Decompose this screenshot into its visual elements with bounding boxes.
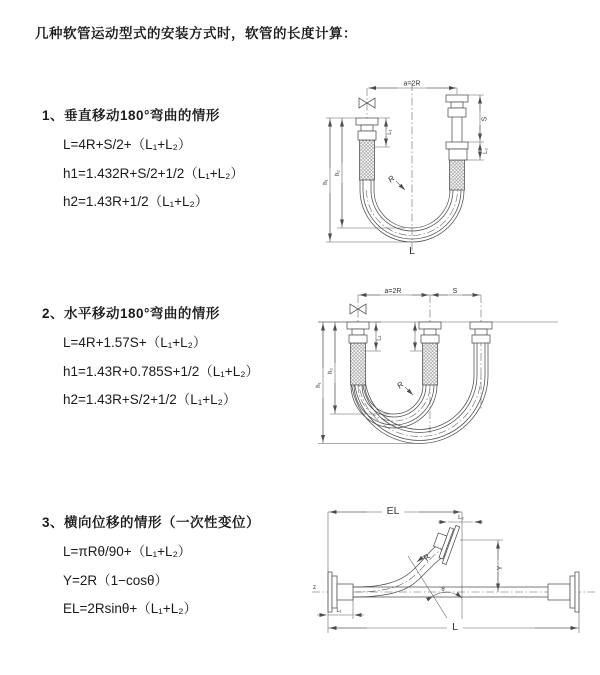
- dim-label-h2: h₂: [335, 170, 341, 176]
- flange-fitting: [429, 521, 460, 565]
- radius-label: R: [421, 552, 433, 563]
- dim-label-l1: L₁: [336, 608, 342, 614]
- braided-hose-section: [351, 343, 366, 385]
- section-2-formulas: [42, 329, 259, 415]
- dim-label-l2: L₂: [483, 148, 489, 154]
- flange-fitting: [446, 95, 468, 160]
- diagram-lateral-displacement: [305, 500, 600, 650]
- diagram-horizontal-bend: [300, 283, 595, 461]
- dim-label-s: S: [481, 116, 489, 122]
- formula-line: EL=2Rsinθ+（L₁+L₂）: [63, 601, 197, 616]
- formula-line: Y=2R（1−cosθ）: [63, 572, 169, 588]
- section-horizontal-bend: [42, 302, 259, 415]
- section-2-heading: 2、水平移动180°弯曲的情形: [42, 306, 220, 321]
- flange-fitting: [328, 572, 353, 612]
- length-label: L: [409, 245, 415, 257]
- dim-label-s: S: [452, 288, 458, 295]
- section-1-formulas: [42, 131, 244, 217]
- braided-hose-section: [360, 140, 375, 180]
- formula-line: h2=1.43R+S/2+1/2（L₁+L₂）: [63, 392, 237, 407]
- section-3-heading: 3、横向位移的情形（一次性变位）: [42, 515, 261, 530]
- dim-label-y: Y: [497, 565, 504, 571]
- formula-line: L=πRθ/90+（L₁+L₂）: [63, 544, 192, 559]
- dim-label-l: L: [452, 621, 458, 633]
- formula-line: h1=1.43R+0.785S+1/2（L₁+L₂）: [63, 363, 259, 379]
- angle-label-theta: θ: [441, 587, 445, 593]
- formula-line: h1=1.432R+S/2+1/2（L₁+L₂）: [63, 165, 244, 181]
- dimension-lines: [317, 504, 579, 633]
- radius-label: R: [395, 379, 406, 391]
- axis-label-z: z: [313, 585, 316, 591]
- flange-fitting: [356, 118, 378, 140]
- dim-label-l1: L₁: [376, 335, 383, 341]
- section-vertical-bend: [42, 104, 244, 217]
- formula-line: h2=1.43R+1/2（L₁+L₂）: [63, 194, 209, 209]
- dimension-lines: [316, 288, 481, 444]
- braided-hose-section: [423, 343, 438, 385]
- flange-fitting: [347, 322, 492, 343]
- dim-label-l2: L₂: [458, 515, 464, 521]
- hose-u-bend-drawing: [356, 80, 468, 253]
- formula-line: L=4R+1.57S+（L₁+L₂）: [63, 335, 207, 350]
- dim-label-el: EL: [386, 505, 400, 517]
- section-lateral-displacement: [42, 511, 260, 624]
- section-3-formulas: [42, 538, 260, 624]
- formula-line: L=4R+S/2+（L₁+L₂）: [63, 137, 192, 152]
- dim-label-h1: h₁: [316, 382, 322, 388]
- hose-displacement-drawing: [312, 521, 595, 618]
- section-1-heading: 1、垂直移动180°弯曲的情形: [42, 108, 220, 123]
- braided-hose-section: [450, 160, 465, 190]
- dim-label-h2: h₂: [328, 368, 334, 374]
- dim-label-a2r: a=2R: [403, 80, 421, 88]
- dim-label-h1: h₁: [323, 179, 329, 185]
- hose-swing-drawing: [318, 295, 558, 443]
- page-title: 几种软管运动型式的安装方式时，软管的长度计算：: [35, 26, 357, 41]
- radius-label: R: [386, 173, 397, 185]
- dim-label-l1: L₁: [387, 129, 393, 135]
- flange-fitting: [548, 572, 579, 612]
- dim-label-a2r: a=2R: [384, 288, 402, 295]
- diagram-vertical-bend: [300, 75, 592, 260]
